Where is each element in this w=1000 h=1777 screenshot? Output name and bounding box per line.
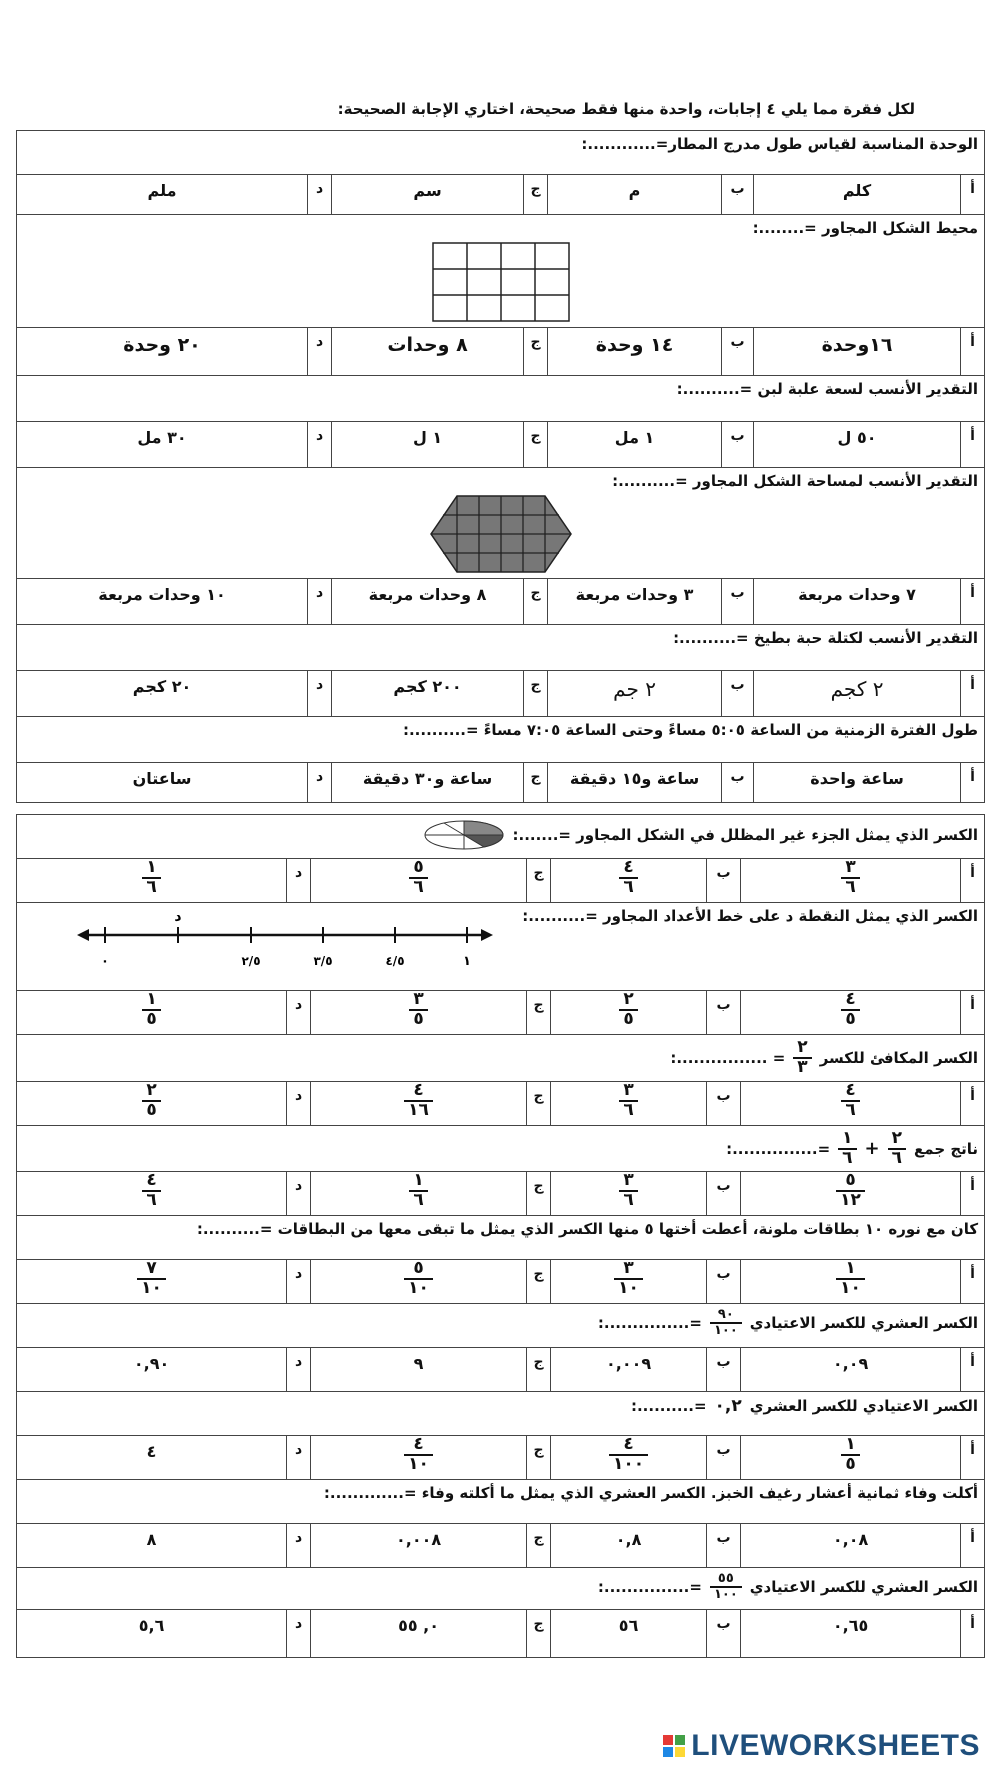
question-15 bbox=[17, 1568, 985, 1610]
pie-circle-icon bbox=[423, 819, 505, 851]
letter-d: د bbox=[287, 1348, 311, 1392]
option-6-a[interactable]: ساعة واحدة bbox=[754, 763, 961, 803]
letter-a: أ bbox=[961, 579, 985, 625]
question-8 bbox=[17, 903, 985, 991]
liveworksheets-logo[interactable] bbox=[663, 1729, 980, 1763]
option-15-a[interactable]: ٠,٦٥ bbox=[741, 1610, 961, 1658]
option-11-a[interactable]: $\frac{١}{١٠}$ bbox=[741, 1260, 961, 1304]
letter-d: د bbox=[308, 175, 332, 215]
option-5-c[interactable]: ٢٠٠ كجم bbox=[332, 671, 524, 717]
option-8-c[interactable]: $\frac{٣}{٥}$ bbox=[311, 991, 527, 1035]
letter-a: أ bbox=[961, 1436, 985, 1480]
letter-b: ب bbox=[707, 1524, 741, 1568]
option-12-a[interactable]: ٠,٠٩ bbox=[741, 1348, 961, 1392]
option-9-c[interactable]: $\frac{٤}{١٦}$ bbox=[311, 1081, 527, 1125]
trapezoid-figure bbox=[23, 490, 978, 574]
logo-square bbox=[675, 1747, 685, 1757]
letter-d: د bbox=[287, 1081, 311, 1125]
letter-b: ب bbox=[707, 859, 741, 903]
option-2-d[interactable]: ٢٠ وحدة bbox=[17, 328, 308, 376]
question-12-text: الكسر العشري للكسر الاعتيادي bbox=[749, 1314, 979, 1333]
nl-label-0: ٠ bbox=[101, 954, 109, 969]
letter-c: ج bbox=[527, 1260, 551, 1304]
option-14-c[interactable]: ٠,٠٠٨ bbox=[311, 1524, 527, 1568]
question-6: طول الفترة الزمنية من الساعة ٥:٠٥ مساءً وحتى الساعة ٧:٠٥ مساءً =..........: bbox=[17, 717, 985, 763]
letter-b: ب bbox=[707, 991, 741, 1035]
question-2 bbox=[17, 215, 985, 328]
letter-a: أ bbox=[961, 763, 985, 803]
question-9-fraction: $\frac{٢}{٣}$ bbox=[793, 1039, 811, 1077]
letter-c: ج bbox=[527, 1081, 551, 1125]
option-8-d[interactable]: $\frac{١}{٥}$ bbox=[17, 991, 287, 1035]
letter-d: د bbox=[287, 1172, 311, 1216]
nl-label-1: ٢/٥ bbox=[241, 954, 261, 968]
logo-text: LIVEWORKSHEETS bbox=[691, 1729, 980, 1762]
letter-c: ج bbox=[527, 1436, 551, 1480]
option-7-b[interactable]: $\frac{٤}{٦}$ bbox=[551, 859, 707, 903]
letter-b: ب bbox=[707, 1172, 741, 1216]
letter-c: ج bbox=[527, 1524, 551, 1568]
option-7-c[interactable]: $\frac{٥}{٦}$ bbox=[311, 859, 527, 903]
letter-b: ب bbox=[707, 1436, 741, 1480]
letter-d: د bbox=[287, 991, 311, 1035]
question-13 bbox=[17, 1392, 985, 1436]
question-13-tail: =..........: bbox=[630, 1397, 707, 1416]
question-5: التقدير الأنسب لكتلة حبة بطيخ =..........: bbox=[17, 625, 985, 671]
option-13-c[interactable]: $\frac{٤}{١٠}$ bbox=[311, 1436, 527, 1480]
option-2-b[interactable]: ١٤ وحدة bbox=[548, 328, 722, 376]
option-6-d[interactable]: ساعتان bbox=[17, 763, 308, 803]
question-9 bbox=[17, 1035, 985, 1082]
letter-a: أ bbox=[961, 422, 985, 468]
option-5-d[interactable]: ٢٠ كجم bbox=[17, 671, 308, 717]
question-7 bbox=[17, 815, 985, 859]
question-9-text: الكسر المكافئ للكسر bbox=[819, 1048, 979, 1067]
option-3-a[interactable]: ٥٠ ل bbox=[754, 422, 961, 468]
option-1-d[interactable]: ملم bbox=[17, 175, 308, 215]
letter-a: أ bbox=[961, 1081, 985, 1125]
letter-a: أ bbox=[961, 175, 985, 215]
point-label-d: د bbox=[174, 909, 182, 925]
letter-c: ج bbox=[527, 859, 551, 903]
letter-b: ب bbox=[722, 763, 754, 803]
logo-square bbox=[663, 1735, 673, 1745]
letter-a: أ bbox=[961, 991, 985, 1035]
letter-a: أ bbox=[961, 1524, 985, 1568]
question-13-text: الكسر الاعتيادي للكسر العشري bbox=[749, 1397, 979, 1416]
question-10-fraction-1: $\frac{٢}{٦}$ bbox=[888, 1130, 906, 1168]
option-10-c[interactable]: $\frac{١}{٦}$ bbox=[311, 1172, 527, 1216]
letter-c: ج bbox=[527, 1348, 551, 1392]
option-10-d[interactable]: $\frac{٤}{٦}$ bbox=[17, 1172, 287, 1216]
option-13-a[interactable]: $\frac{١}{٥}$ bbox=[741, 1436, 961, 1480]
nl-label-3: ٤/٥ bbox=[385, 954, 405, 968]
question-1: الوحدة المناسبة لقياس طول مدرج المطار=............: bbox=[17, 131, 985, 175]
option-14-a[interactable]: ٠,٠٨ bbox=[741, 1524, 961, 1568]
option-5-b[interactable]: ٢ جم bbox=[548, 671, 722, 717]
option-4-a[interactable]: ٧ وحدات مربعة bbox=[754, 579, 961, 625]
letter-a: أ bbox=[961, 1260, 985, 1304]
letter-d: د bbox=[287, 859, 311, 903]
letter-c: ج bbox=[527, 991, 551, 1035]
rectangle-grid-icon bbox=[431, 241, 571, 323]
letter-d: د bbox=[308, 422, 332, 468]
option-1-a[interactable]: كلم bbox=[754, 175, 961, 215]
option-9-a[interactable]: $\frac{٤}{٦}$ bbox=[741, 1081, 961, 1125]
option-5-a[interactable]: ٢ كجم bbox=[754, 671, 961, 717]
option-10-b[interactable]: $\frac{٣}{٦}$ bbox=[551, 1172, 707, 1216]
letter-a: أ bbox=[961, 859, 985, 903]
letter-d: د bbox=[308, 579, 332, 625]
option-7-a[interactable]: $\frac{٣}{٦}$ bbox=[741, 859, 961, 903]
nl-label-2: ٣/٥ bbox=[313, 954, 333, 968]
option-13-d[interactable]: ٤ bbox=[17, 1436, 287, 1480]
letter-d: د bbox=[287, 1436, 311, 1480]
letter-d: د bbox=[308, 671, 332, 717]
option-6-c[interactable]: ساعة و٣٠ دقيقة bbox=[332, 763, 524, 803]
letter-d: د bbox=[287, 1610, 311, 1658]
option-15-b[interactable]: ٥٦ bbox=[551, 1610, 707, 1658]
number-line-icon bbox=[75, 909, 495, 983]
option-11-c[interactable]: $\frac{٥}{١٠}$ bbox=[311, 1260, 527, 1304]
question-15-fraction: $\frac{٥٥}{١٠٠}$ bbox=[710, 1572, 742, 1601]
logo-squares-icon bbox=[663, 1735, 685, 1757]
letter-a: أ bbox=[961, 1348, 985, 1392]
letter-d: د bbox=[308, 328, 332, 376]
question-15-tail: =...............: bbox=[597, 1578, 702, 1597]
nl-label-4: ١ bbox=[463, 954, 471, 969]
option-6-b[interactable]: ساعة و١٥ دقيقة bbox=[548, 763, 722, 803]
plus-sign: + bbox=[864, 1138, 880, 1160]
letter-c: ج bbox=[524, 175, 548, 215]
letter-c: ج bbox=[524, 763, 548, 803]
option-11-b[interactable]: $\frac{٣}{١٠}$ bbox=[551, 1260, 707, 1304]
instructions: لكل فقرة مما يلي ٤ إجابات، واحدة منها فقط صحيحة، اختاري الإجابة الصحيحة: bbox=[337, 100, 915, 118]
option-1-c[interactable]: سم bbox=[332, 175, 524, 215]
question-15-text: الكسر العشري للكسر الاعتيادي bbox=[749, 1578, 979, 1597]
option-4-b[interactable]: ٣ وحدات مربعة bbox=[548, 579, 722, 625]
letter-b: ب bbox=[722, 579, 754, 625]
letter-b: ب bbox=[707, 1260, 741, 1304]
letter-c: ج bbox=[524, 422, 548, 468]
question-13-decimal: ٠,٢ bbox=[714, 1396, 742, 1417]
option-15-c[interactable]: ٠, ٥٥ bbox=[311, 1610, 527, 1658]
letter-a: أ bbox=[961, 1610, 985, 1658]
option-4-c[interactable]: ٨ وحدات مربعة bbox=[332, 579, 524, 625]
option-7-d[interactable]: $\frac{١}{٦}$ bbox=[17, 859, 287, 903]
option-10-a[interactable]: $\frac{٥}{١٢}$ bbox=[741, 1172, 961, 1216]
letter-d: د bbox=[287, 1260, 311, 1304]
question-11: كان مع نوره ١٠ بطاقات ملونة، أعطت أختها ٥ منها الكسر الذي يمثل ما تبقى معها من البطاقات =..........: bbox=[17, 1216, 985, 1260]
option-2-a[interactable]: ١٦وحدة bbox=[754, 328, 961, 376]
option-3-d[interactable]: ٣٠ مل bbox=[17, 422, 308, 468]
logo-square bbox=[663, 1747, 673, 1757]
worksheet-table-1 bbox=[16, 130, 985, 803]
question-9-tail: = ................: bbox=[670, 1048, 786, 1067]
question-10-fraction-2: $\frac{١}{٦}$ bbox=[838, 1130, 856, 1168]
question-7-text: الكسر الذي يمثل الجزء غير المظلل في الشكل المجاور =.......: bbox=[512, 826, 979, 844]
option-12-b[interactable]: ٠,٠٠٩ bbox=[551, 1348, 707, 1392]
option-4-d[interactable]: ١٠ وحدات مربعة bbox=[17, 579, 308, 625]
question-14: أكلت وفاء ثمانية أعشار رغيف الخبز. الكسر العشري الذي يمثل ما أكلته وفاء =.............: bbox=[17, 1480, 985, 1524]
letter-c: ج bbox=[524, 671, 548, 717]
logo-square bbox=[675, 1735, 685, 1745]
letter-b: ب bbox=[722, 671, 754, 717]
letter-b: ب bbox=[707, 1610, 741, 1658]
grid-figure bbox=[23, 237, 978, 323]
question-12-tail: =...............: bbox=[597, 1314, 702, 1333]
letter-c: ج bbox=[524, 579, 548, 625]
letter-d: د bbox=[287, 1524, 311, 1568]
option-12-d[interactable]: ٠,٩٠ bbox=[17, 1348, 287, 1392]
option-9-d[interactable]: $\frac{٢}{٥}$ bbox=[17, 1081, 287, 1125]
letter-a: أ bbox=[961, 1172, 985, 1216]
option-15-d[interactable]: ٥,٦ bbox=[17, 1610, 287, 1658]
letter-b: ب bbox=[707, 1081, 741, 1125]
option-8-b[interactable]: $\frac{٢}{٥}$ bbox=[551, 991, 707, 1035]
letter-b: ب bbox=[722, 175, 754, 215]
letter-c: ج bbox=[524, 328, 548, 376]
letter-a: أ bbox=[961, 328, 985, 376]
option-11-d[interactable]: $\frac{٧}{١٠}$ bbox=[17, 1260, 287, 1304]
option-8-a[interactable]: $\frac{٤}{٥}$ bbox=[741, 991, 961, 1035]
letter-c: ج bbox=[527, 1610, 551, 1658]
question-4 bbox=[17, 468, 985, 579]
option-9-b[interactable]: $\frac{٣}{٦}$ bbox=[551, 1081, 707, 1125]
option-3-c[interactable]: ١ ل bbox=[332, 422, 524, 468]
letter-b: ب bbox=[707, 1348, 741, 1392]
trapezoid-grid-icon bbox=[429, 494, 573, 574]
question-10-tail: =...............: bbox=[726, 1139, 831, 1158]
letter-a: أ bbox=[961, 671, 985, 717]
letter-b: ب bbox=[722, 328, 754, 376]
question-4-text: التقدير الأنسب لمساحة الشكل المجاور =..........: bbox=[612, 472, 979, 490]
option-14-d[interactable]: ٨ bbox=[17, 1524, 287, 1568]
option-3-b[interactable]: ١ مل bbox=[548, 422, 722, 468]
question-8-text: الكسر الذي يمثل النقطة د على خط الأعداد المجاور =..........: bbox=[522, 907, 979, 925]
question-12 bbox=[17, 1304, 985, 1348]
question-12-fraction: $\frac{٩٠}{١٠٠}$ bbox=[710, 1308, 742, 1337]
option-14-b[interactable]: ٠,٨ bbox=[551, 1524, 707, 1568]
worksheet-table-2 bbox=[16, 814, 985, 1658]
letter-b: ب bbox=[722, 422, 754, 468]
option-13-b[interactable]: $\frac{٤}{١٠٠}$ bbox=[551, 1436, 707, 1480]
option-1-b[interactable]: م bbox=[548, 175, 722, 215]
option-12-c[interactable]: ٩ bbox=[311, 1348, 527, 1392]
question-2-text: محيط الشكل المجاور =........: bbox=[752, 219, 979, 237]
option-2-c[interactable]: ٨ وحدات bbox=[332, 328, 524, 376]
question-3: التقدير الأنسب لسعة علبة لبن =..........: bbox=[17, 376, 985, 422]
question-10-text: ناتج جمع bbox=[914, 1139, 979, 1158]
letter-d: د bbox=[308, 763, 332, 803]
letter-c: ج bbox=[527, 1172, 551, 1216]
question-10 bbox=[17, 1125, 985, 1172]
